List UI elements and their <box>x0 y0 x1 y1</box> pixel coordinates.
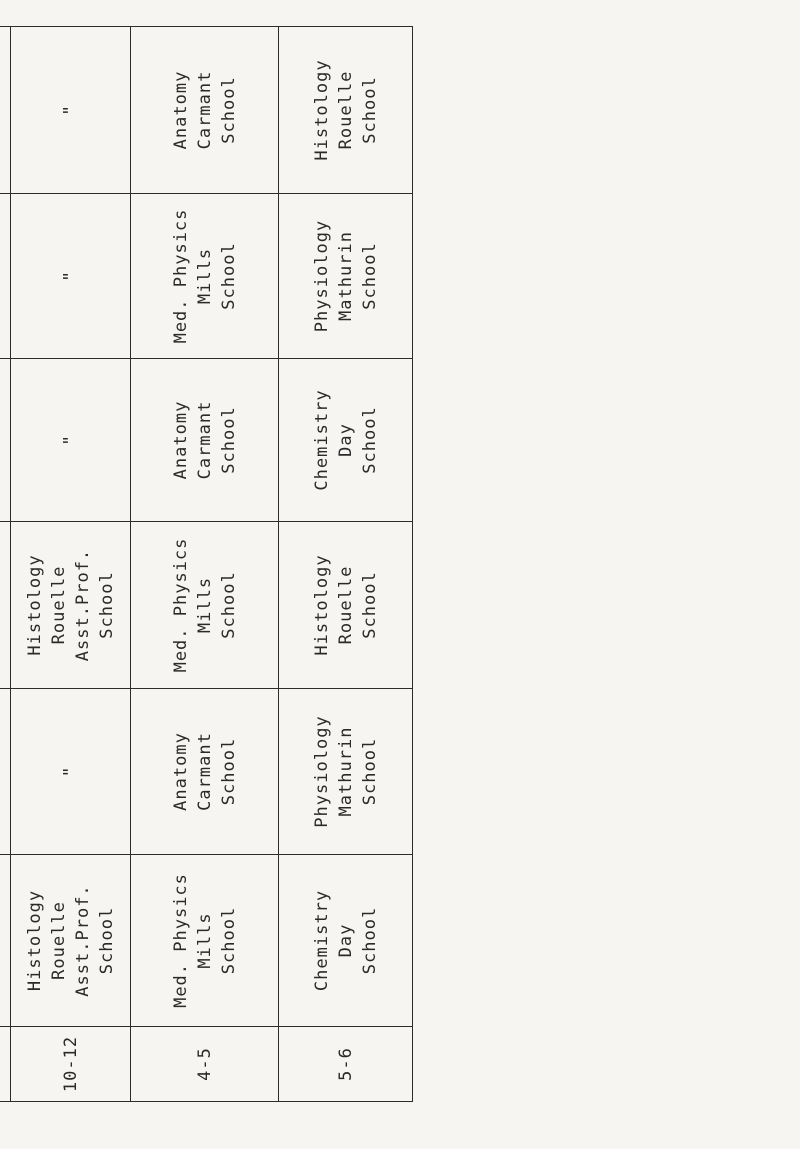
course-cell <box>279 194 413 359</box>
course-line: Rouelle <box>48 565 69 645</box>
course-line: Asst.Prof. <box>72 884 93 997</box>
course-cell <box>279 27 413 194</box>
course-line: Rouelle <box>48 901 69 980</box>
time-slot: 4-5 <box>131 1027 279 1102</box>
time-slot: 5-6 <box>279 1027 413 1102</box>
course-line: Carmant <box>194 400 215 480</box>
course-line: Histology <box>24 889 45 992</box>
course-line: Chemistry <box>311 889 332 992</box>
course-line: School <box>96 906 117 975</box>
time-slot <box>0 1027 11 1102</box>
course-line: School <box>359 76 380 144</box>
course-cell <box>11 194 131 359</box>
course-cell <box>131 522 279 689</box>
course-cell <box>0 194 11 359</box>
course-line: Mills <box>194 247 215 305</box>
course-cell <box>11 689 131 855</box>
course-cell <box>279 855 413 1027</box>
course-line: Carmant <box>194 70 215 150</box>
course-cell <box>131 194 279 359</box>
course-line: Anatomy <box>170 732 191 811</box>
schedule-table <box>0 26 413 1102</box>
course-line: School <box>218 906 239 975</box>
course-cell <box>0 522 11 689</box>
course-line: Asst.Prof. <box>72 548 93 662</box>
time-slot: 10-12 <box>11 1027 131 1102</box>
course-line: Chemistry <box>311 389 332 491</box>
course-cell <box>279 359 413 522</box>
table-row <box>11 27 131 1102</box>
course-cell <box>131 689 279 855</box>
course-line: Histology <box>311 59 332 161</box>
course-line: Mills <box>194 576 215 634</box>
course-line: Day <box>335 923 356 958</box>
course-line: Histology <box>311 554 332 656</box>
course-cell <box>131 359 279 522</box>
course-line: Med. Physics <box>170 208 191 344</box>
course-cell <box>279 689 413 855</box>
course-cell <box>0 855 11 1027</box>
course-line: Carmant <box>194 732 215 811</box>
course-cell <box>131 855 279 1027</box>
course-line: School <box>218 242 239 310</box>
ditto-mark: " <box>59 434 81 446</box>
course-line: Mathurin <box>335 231 356 321</box>
course-cell <box>0 689 11 855</box>
course-line: Day <box>335 423 356 457</box>
table-row <box>131 27 279 1102</box>
course-line: Med. Physics <box>170 537 191 673</box>
course-line: Anatomy <box>170 400 191 480</box>
course-line: School <box>359 571 380 639</box>
course-line: Med. Physics <box>170 873 191 1008</box>
course-cell <box>0 359 11 522</box>
course-line: School <box>218 737 239 806</box>
course-cell <box>131 27 279 194</box>
course-line: Rouelle <box>335 70 356 150</box>
course-cell <box>0 27 11 194</box>
course-line: School <box>218 406 239 474</box>
course-line: Mills <box>194 912 215 969</box>
course-line: School <box>218 571 239 639</box>
course-line: School <box>96 571 117 639</box>
course-line: School <box>218 76 239 144</box>
course-line: Physiology <box>311 219 332 333</box>
course-cell <box>11 522 131 689</box>
course-cell <box>11 359 131 522</box>
course-line: School <box>359 737 380 806</box>
ditto-mark: " <box>59 765 81 778</box>
course-line: School <box>359 906 380 975</box>
ditto-mark: " <box>59 104 81 116</box>
course-cell <box>11 855 131 1027</box>
course-line: Histology <box>24 554 45 656</box>
course-cell <box>279 522 413 689</box>
course-cell <box>11 27 131 194</box>
course-line: Anatomy <box>170 70 191 150</box>
table-row <box>279 27 413 1102</box>
course-line: Physiology <box>311 715 332 828</box>
course-line: Rouelle <box>335 565 356 645</box>
ditto-mark: " <box>59 270 81 282</box>
course-line: Mathurin <box>335 726 356 817</box>
table-row <box>0 27 11 1102</box>
course-line: School <box>359 406 380 474</box>
course-line: School <box>359 242 380 310</box>
